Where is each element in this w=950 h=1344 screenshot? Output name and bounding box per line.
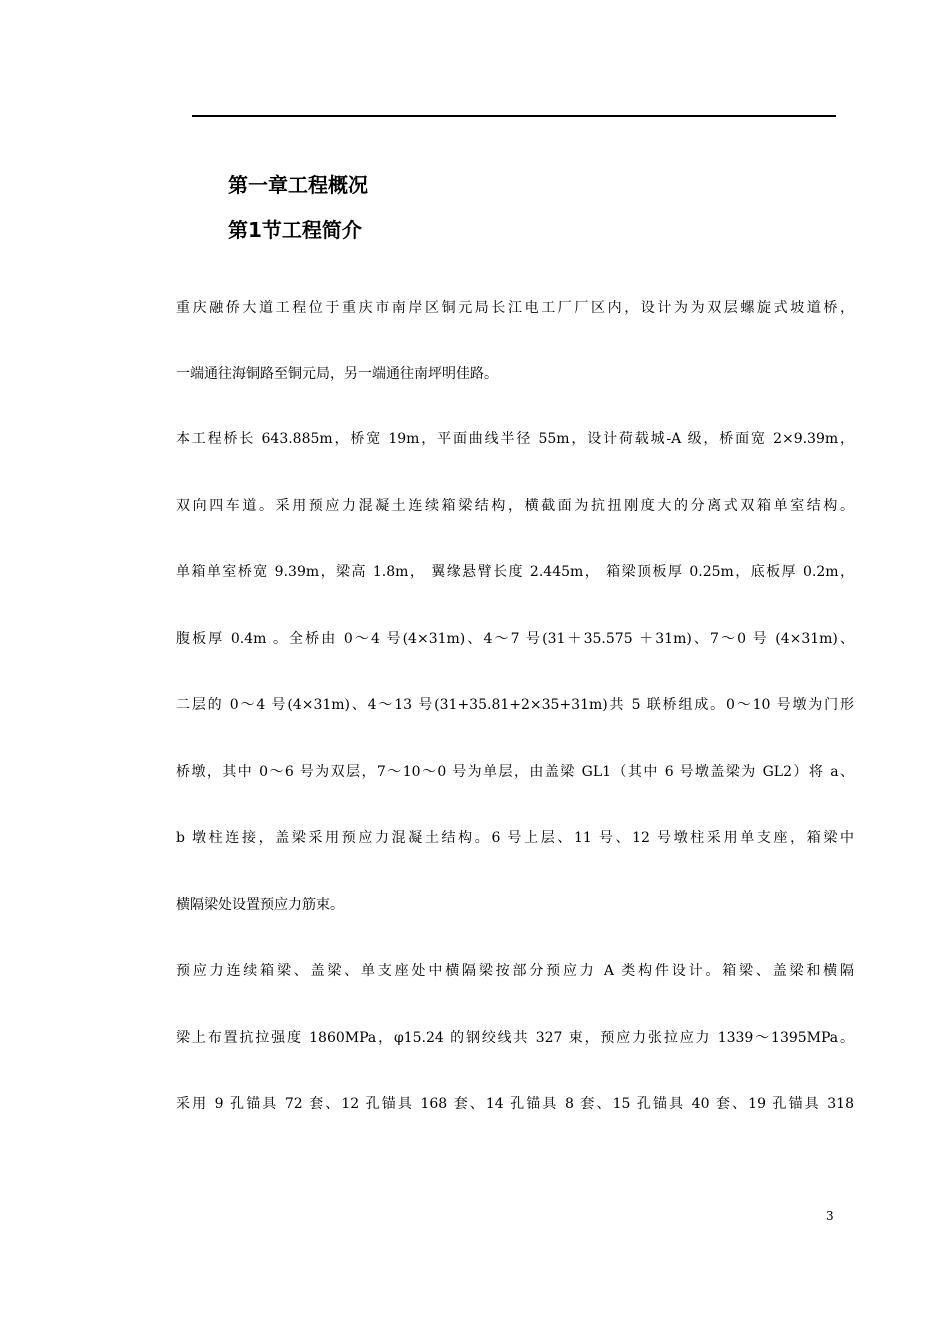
text-line: 双向四车道。采用预应力混凝土连续箱梁结构，横截面为抗扭刚度大的分离式双箱单室结构。 xyxy=(176,498,854,514)
text-line: 预应力连续箱梁、盖梁、单支座处中横隔梁按部分预应力 A 类构件设计。箱梁、盖梁和横隔 xyxy=(176,963,854,979)
text-line: 本工程桥长 643.885m，桥宽 19m，平面曲线半径 55m，设计荷载城-A 级，桥面宽 2×9.39m， xyxy=(176,431,854,447)
text-line: 二层的 0～4 号(4×31m)、4～13 号(31+35.81+2×35+31m)共 5 联桥组成。0～10 号墩为门形 xyxy=(176,697,854,713)
text-line: 重庆融侨大道工程位于重庆市南岸区铜元局长江电工厂厂区内，设计为为双层螺旋式坡道桥， xyxy=(176,300,854,316)
text-line: 横隔梁处设置预应力筋束。 xyxy=(176,897,344,913)
text-line: 单箱单室桥宽 9.39m，梁高 1.8m， 翼缘悬臂长度 2.445m， 箱梁顶板厚 0.25m，底板厚 0.2m， xyxy=(176,564,854,580)
text-line: 梁上布置抗拉强度 1860MPa，φ15.24 的钢绞线共 327 束，预应力张拉应力 1339～1395MPa。 xyxy=(176,1030,854,1046)
text-line: 桥墩，其中 0～6 号为双层，7～10～0 号为单层，由盖梁 GL1（其中 6 号墩盖梁为 GL2）将 a、 xyxy=(176,764,854,780)
text-line: 一端通往海铜路至铜元局，另一端通往南坪明佳路。 xyxy=(176,366,498,382)
section-title: 第1节工程简介 xyxy=(228,218,362,242)
text-line: 采用 9 孔锚具 72 套、12 孔锚具 168 套、14 孔锚具 8 套、15 孔锚具 40 套、19 孔锚具 318 xyxy=(176,1096,854,1112)
page-number: 3 xyxy=(826,1209,834,1223)
text-line: 腹板厚 0.4m 。全桥由 0～4 号(4×31m)、4～7 号(31＋35.575 ＋31m)、7～0 号 (4×31m)、 xyxy=(176,631,854,647)
text-line: b 墩柱连接，盖梁采用预应力混凝土结构。6 号上层、11 号、12 号墩柱采用单支座，箱梁中 xyxy=(176,830,854,846)
header-rule xyxy=(192,115,836,117)
chapter-title: 第一章工程概况 xyxy=(228,173,368,197)
